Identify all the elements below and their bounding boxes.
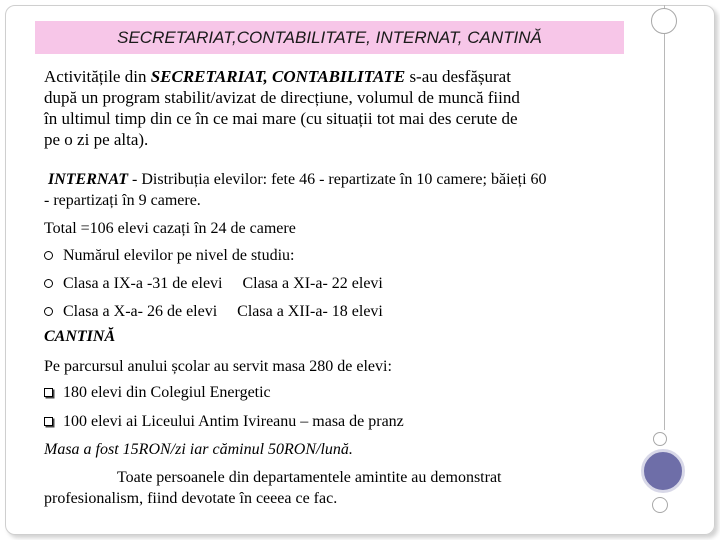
levels-label: Numărul elevilor pe nivel de studiu: [63, 247, 295, 264]
decorative-circle-small [653, 432, 667, 446]
circle-bullet-icon [44, 307, 53, 316]
slide-title: SECRETARIAT,CONTABILITATE, INTERNAT, CANTINĂ [35, 21, 624, 54]
internat-total: Total =106 elevi cazați în 24 de camere [44, 220, 296, 237]
intro-line-1 [44, 66, 609, 87]
list-item-colegiul [44, 383, 271, 403]
intro-prefix: Activitățile din [44, 67, 151, 86]
cantina-item-2: 100 elevi ai Liceului Antim Ivireanu – masa de pranz [63, 413, 404, 430]
intro-line1-rest: s-au desfășurat [405, 67, 511, 86]
internat-distribution: - Distribuția elevilor: fete 46 - repartizate în 10 camere; băieți 60 [128, 171, 547, 188]
square-bullet-icon [44, 417, 53, 426]
intro-line-2: după un program stabilit/avizat de direcțiune, volumul de muncă fiind [44, 88, 520, 107]
cantina-intro: Pe parcursul anului școlar au servit masa 280 de elevi: [44, 358, 392, 375]
list-item-liceul [44, 412, 404, 432]
class-xii: Clasa a XII-a- 18 elevi [237, 303, 383, 320]
intro-line-4: pe o zi pe alta). [44, 130, 149, 149]
decorative-circle-large [641, 449, 685, 493]
decorative-circle-bottom [652, 497, 668, 513]
intro-paragraph [44, 66, 609, 150]
cantina-heading: CANTINĂ [44, 328, 116, 345]
internat-line-1 [48, 170, 547, 190]
cantina-price: Masa a fost 15RON/zi iar căminul 50RON/lună. [44, 441, 353, 458]
closing-line-1: Toate persoanele din departamentele amintite au demonstrat [117, 469, 502, 486]
list-item-levels [44, 246, 295, 266]
internat-line-2: - repartizați în 9 camere. [44, 192, 201, 209]
class-x: Clasa a X-a- 26 de elevi [63, 303, 218, 320]
list-item-classes-x-xii [44, 302, 383, 322]
internat-heading: INTERNAT [48, 171, 129, 188]
circle-bullet-icon [44, 251, 53, 260]
square-bullet-icon [44, 388, 53, 397]
class-ix: Clasa a IX-a -31 de elevi [63, 275, 223, 292]
decorative-line [664, 5, 665, 430]
intro-line-3: în ultimul timp din ce în ce mai mare (cu situații tot mai des cerute de [44, 109, 518, 128]
class-xi: Clasa a XI-a- 22 elevi [242, 275, 383, 292]
circle-bullet-icon [44, 279, 53, 288]
closing-line-2: profesionalism, fiind devotate în ceeea ce fac. [44, 490, 338, 507]
intro-bold: SECRETARIAT, CONTABILITATE [150, 67, 406, 86]
decorative-circle-top [651, 8, 677, 34]
list-item-classes-ix-xi [44, 274, 383, 294]
cantina-item-1: 180 elevi din Colegiul Energetic [63, 384, 271, 401]
